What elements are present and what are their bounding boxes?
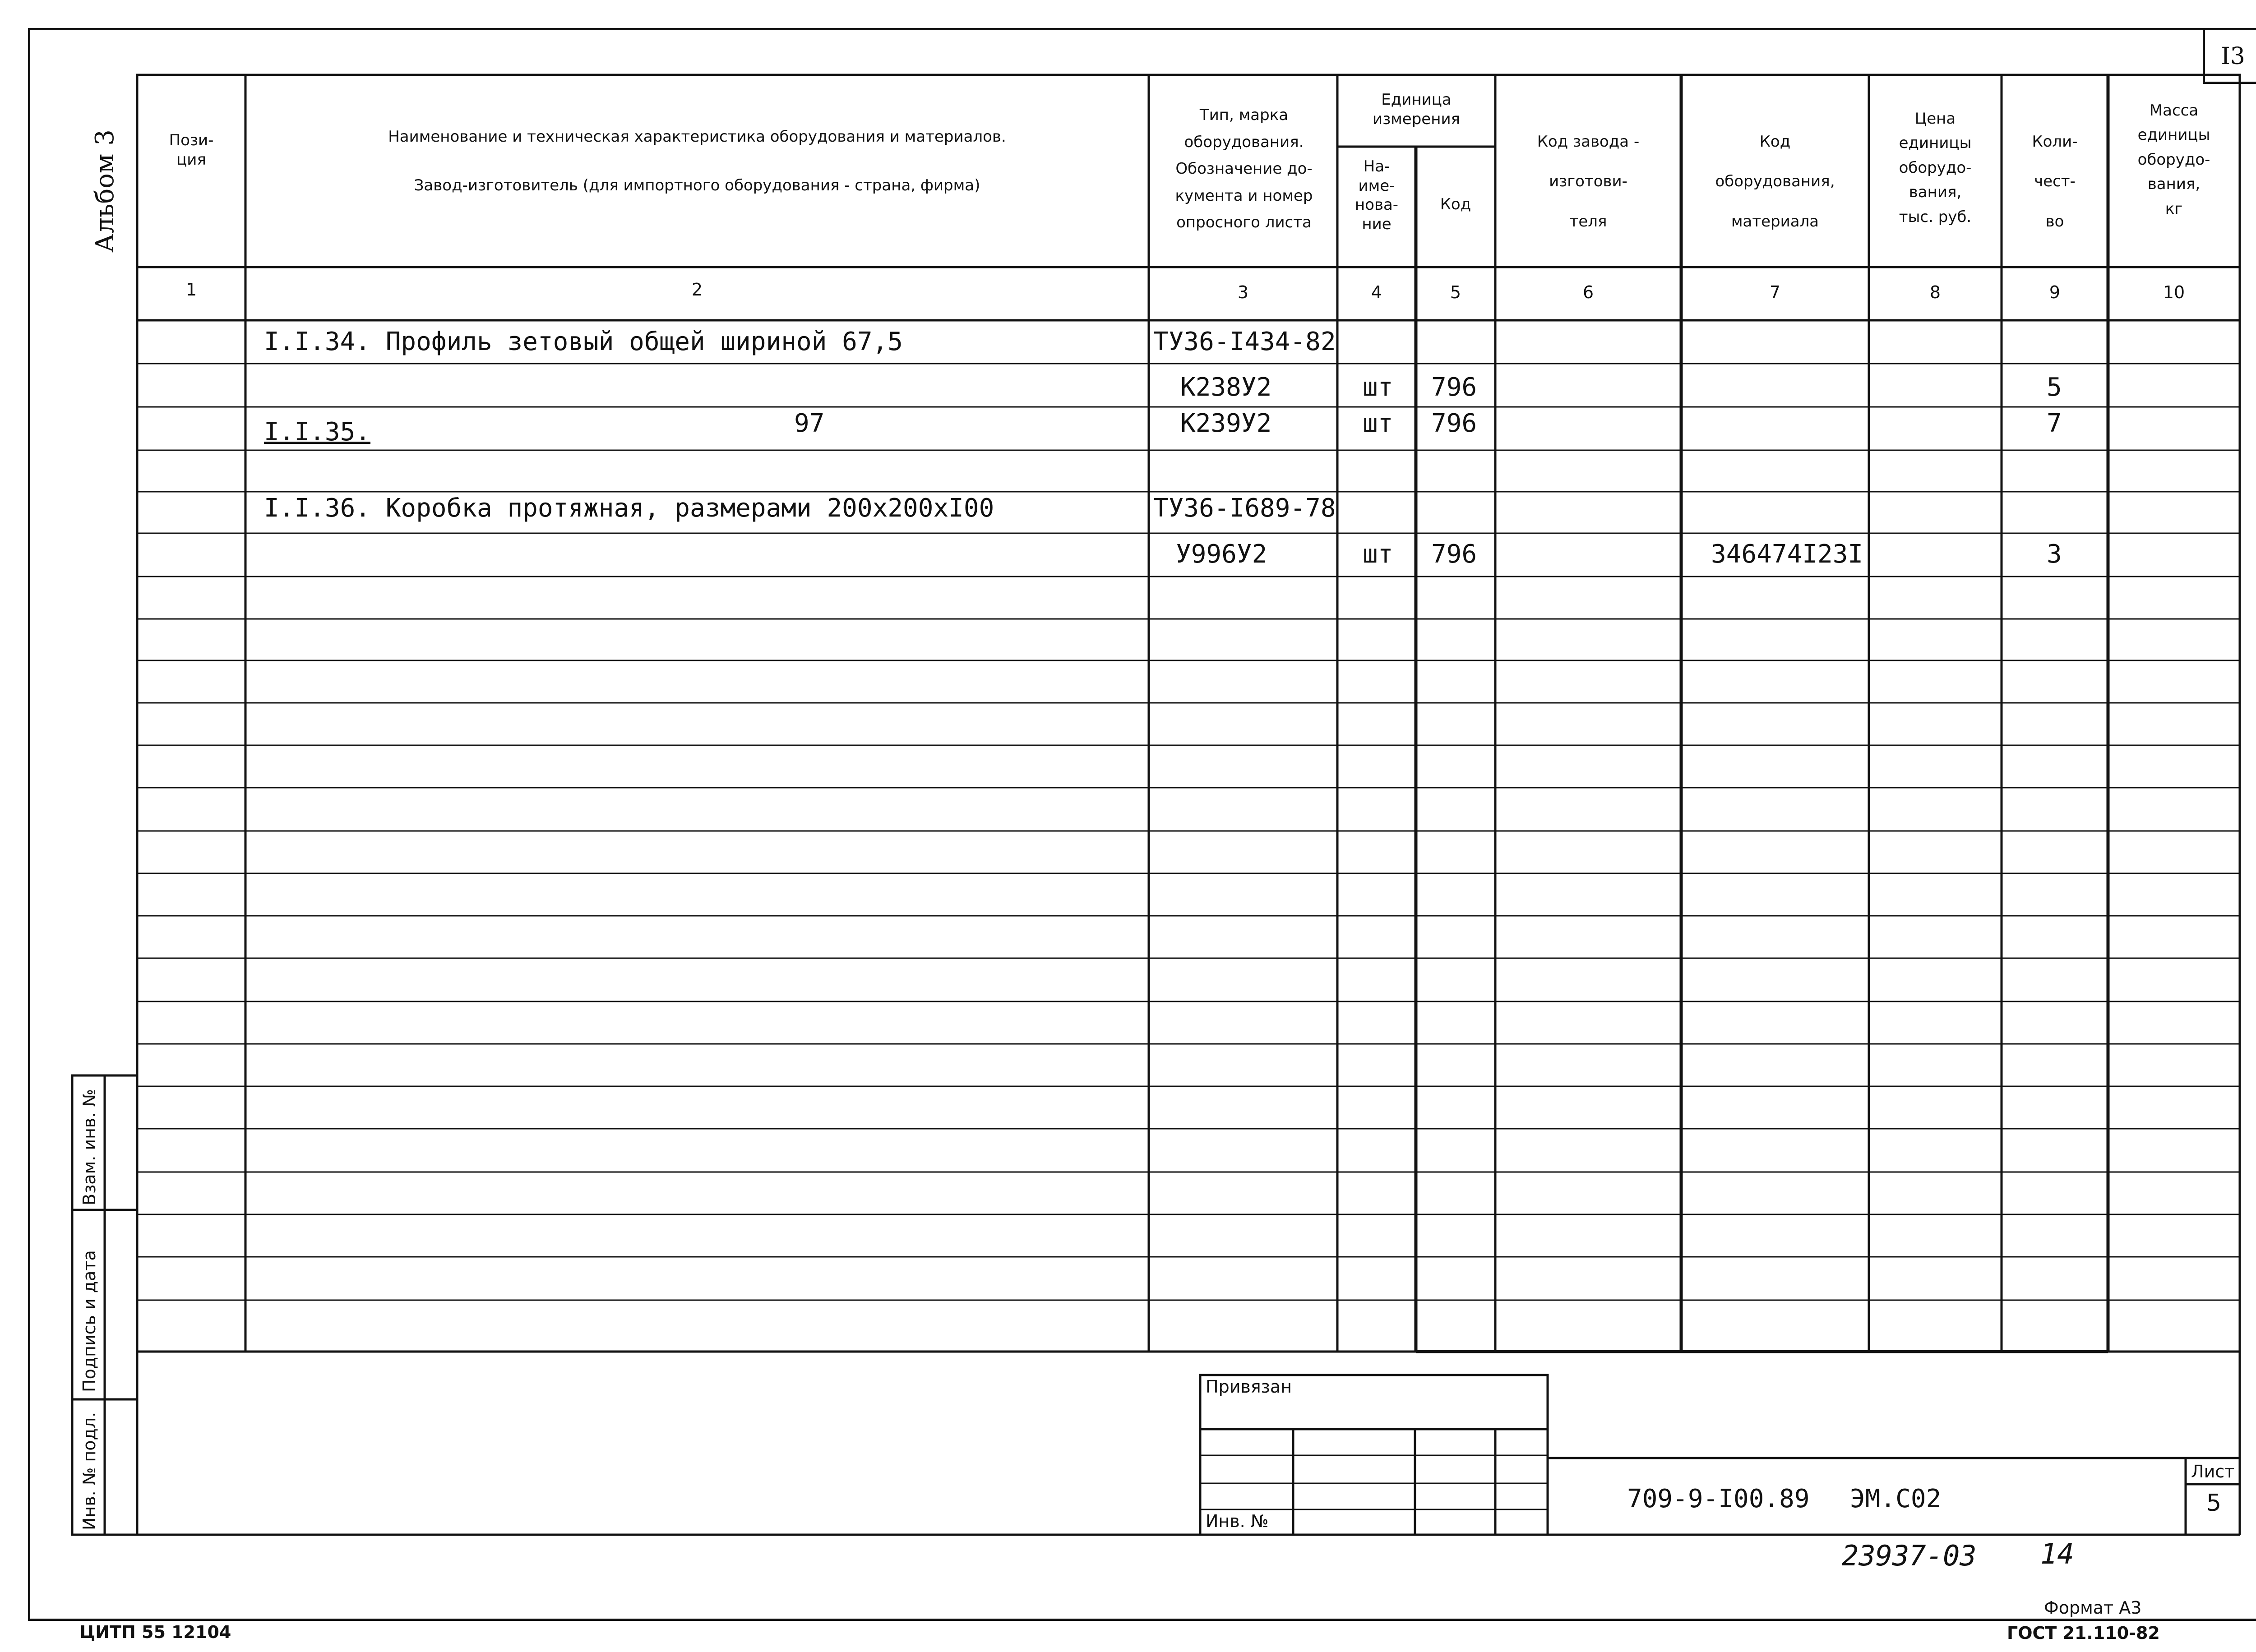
header-unit-name: На- име- нова- ние bbox=[1355, 157, 1399, 233]
stamp-inv-podl: Инв. № подл. bbox=[79, 1412, 99, 1530]
col-num-10: 10 bbox=[2163, 282, 2185, 302]
title-block-privyazan: Привязан bbox=[1206, 1377, 1292, 1397]
header-unit-code: Код bbox=[1440, 195, 1471, 213]
row5-name: I.I.36. Коробка протяжная, размерами 200х200хI00 bbox=[264, 494, 994, 523]
handwritten-number: 23937-03 bbox=[1842, 1539, 1977, 1572]
col-num-7: 7 bbox=[1769, 282, 1781, 302]
col-num-6: 6 bbox=[1582, 282, 1594, 302]
header-name-line2: Завод-изготовитель (для импортного оборудования - страна, фирма) bbox=[414, 176, 980, 194]
row3-unit-code: 796 bbox=[1431, 409, 1477, 438]
row5-type: ТУ36-I689-78 bbox=[1153, 494, 1336, 523]
row6-unit-code: 796 bbox=[1431, 540, 1477, 569]
document-code: 709-9-I00.89 bbox=[1627, 1484, 1810, 1514]
row2-qty: 5 bbox=[2047, 373, 2062, 402]
row2-unit-code: 796 bbox=[1431, 373, 1477, 402]
row2-unit: шт bbox=[1363, 373, 1393, 402]
album-label: Альбом 3 bbox=[90, 129, 120, 253]
sheet-number: 5 bbox=[2206, 1490, 2222, 1517]
footer-format: Формат А3 bbox=[2044, 1598, 2142, 1618]
title-block-inv-no: Инв. № bbox=[1206, 1511, 1269, 1531]
col-num-3: 3 bbox=[1237, 282, 1249, 302]
col-num-4: 4 bbox=[1371, 282, 1382, 302]
header-unit: Единица измерения bbox=[1372, 91, 1461, 128]
handwritten-page: 14 bbox=[2040, 1537, 2074, 1570]
header-factory-code: Код завода - изготови- теля bbox=[1537, 133, 1640, 231]
row6-qty: 3 bbox=[2047, 540, 2062, 569]
stamp-podpis-data: Подпись и дата bbox=[79, 1250, 99, 1392]
row2-type: К238У2 bbox=[1180, 373, 1272, 402]
header-mass: Масса единицы оборудо- вания, кг bbox=[2137, 102, 2210, 218]
row1-type: ТУ36-I434-82 bbox=[1153, 327, 1336, 356]
header-type: Тип, марка оборудования. Обозначение до- кумента и номер опросного листа bbox=[1175, 106, 1313, 231]
header-position: Пози- ция bbox=[169, 131, 214, 169]
header-price: Цена единицы оборудо- вания, тыс. руб. bbox=[1899, 110, 1972, 226]
header-quantity: Коли- чест- во bbox=[2032, 133, 2078, 231]
sheet-corner-number: I3 bbox=[2221, 43, 2245, 70]
row3-name: I.I.35. bbox=[264, 417, 371, 447]
footer-gost: ГОСТ 21.110-82 bbox=[2007, 1623, 2160, 1643]
row6-type: У996У2 bbox=[1176, 540, 1267, 569]
col-num-1: 1 bbox=[185, 280, 197, 300]
row3-name-extra: 97 bbox=[794, 409, 825, 438]
header-name-line1: Наименование и техническая характеристика оборудования и материалов. bbox=[388, 128, 1006, 146]
row3-type: К239У2 bbox=[1180, 409, 1272, 438]
sheet-label: Лист bbox=[2191, 1462, 2235, 1481]
row3-qty: 7 bbox=[2047, 409, 2062, 438]
row6-equipment-code: 346474I23I bbox=[1711, 540, 1863, 569]
footer-left: ЦИТП 55 12104 bbox=[79, 1622, 231, 1642]
header-equipment-code: Код оборудования, материала bbox=[1715, 133, 1835, 231]
col-num-5: 5 bbox=[1450, 282, 1461, 302]
row3-unit: шт bbox=[1363, 409, 1393, 438]
document-mark: ЭМ.С02 bbox=[1850, 1484, 1942, 1514]
col-num-2: 2 bbox=[691, 280, 703, 300]
col-num-9: 9 bbox=[2049, 282, 2061, 302]
row1-name: I.I.34. Профиль зетовый общей шириной 67,5 bbox=[264, 327, 903, 356]
row6-unit: шт bbox=[1363, 540, 1393, 569]
col-num-8: 8 bbox=[1929, 282, 1941, 302]
stamp-vzam-inv: Взам. инв. № bbox=[79, 1089, 99, 1205]
